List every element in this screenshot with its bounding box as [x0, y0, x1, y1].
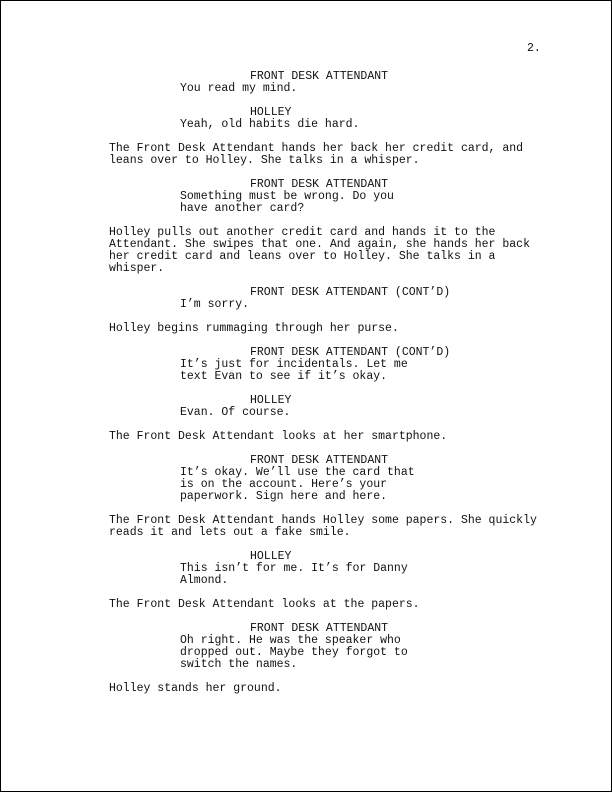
action-block — [109, 599, 569, 611]
dialogue-line: Something must be wrong. Do you — [180, 190, 394, 203]
action-block — [109, 227, 569, 275]
action-block — [109, 515, 569, 539]
action-line: The Front Desk Attendant looks at the papers. — [109, 598, 420, 611]
page-number: 2. — [527, 42, 541, 55]
action-line: Attendant. She swipes that one. And again, she hands her back — [109, 238, 530, 251]
dialogue-line: Oh right. He was the speaker who — [180, 634, 401, 647]
dialogue-line: I’m sorry. — [180, 298, 250, 311]
dialogue-line: It’s just for incidentals. Let me — [180, 358, 408, 371]
dialogue-block — [109, 347, 569, 383]
action-line: Holley begins rummaging through her purse. — [109, 322, 399, 335]
character-name: HOLLEY — [250, 394, 292, 407]
screenplay-body — [109, 71, 569, 707]
dialogue-line: switch the names. — [180, 658, 298, 671]
character-name: FRONT DESK ATTENDANT (CONT’D) — [250, 286, 451, 299]
character-name: FRONT DESK ATTENDANT — [250, 454, 389, 467]
character-name: FRONT DESK ATTENDANT — [250, 622, 389, 635]
character-name: HOLLEY — [250, 550, 292, 563]
dialogue-line: have another card? — [180, 202, 305, 215]
action-block — [109, 143, 569, 167]
action-line: The Front Desk Attendant looks at her smartphone. — [109, 430, 448, 443]
character-name: FRONT DESK ATTENDANT (CONT’D) — [250, 346, 451, 359]
action-block — [109, 683, 569, 695]
action-line: leans over to Holley. She talks in a whisper. — [109, 154, 420, 167]
dialogue-line: Evan. Of course. — [180, 406, 291, 419]
action-line: reads it and lets out a fake smile. — [109, 526, 351, 539]
dialogue-line: You read my mind. — [180, 82, 298, 95]
character-name: HOLLEY — [250, 106, 292, 119]
dialogue-block — [109, 71, 569, 95]
action-line: The Front Desk Attendant hands Holley some papers. She quickly — [109, 514, 537, 527]
dialogue-block — [109, 287, 569, 311]
character-name: FRONT DESK ATTENDANT — [250, 70, 389, 83]
dialogue-line: dropped out. Maybe they forgot to — [180, 646, 408, 659]
dialogue-line: It’s okay. We’ll use the card that — [180, 466, 415, 479]
action-line: The Front Desk Attendant hands her back her credit card, and — [109, 142, 524, 155]
action-block — [109, 431, 569, 443]
dialogue-line: paperwork. Sign here and here. — [180, 490, 388, 503]
dialogue-block — [109, 395, 569, 419]
dialogue-block — [109, 107, 569, 131]
dialogue-block — [109, 551, 569, 587]
action-line: whisper. — [109, 262, 165, 275]
dialogue-block — [109, 179, 569, 215]
action-block — [109, 323, 569, 335]
dialogue-line: is on the account. Here’s your — [180, 478, 388, 491]
dialogue-line: Yeah, old habits die hard. — [180, 118, 360, 131]
dialogue-block — [109, 623, 569, 671]
dialogue-line: This isn’t for me. It’s for Danny — [180, 562, 408, 575]
dialogue-block — [109, 455, 569, 503]
action-line: Holley pulls out another credit card and hands it to the — [109, 226, 496, 239]
dialogue-line: text Evan to see if it’s okay. — [180, 370, 388, 383]
action-line: her credit card and leans over to Holley. She talks in a — [109, 250, 496, 263]
action-line: Holley stands her ground. — [109, 682, 282, 695]
dialogue-line: Almond. — [180, 574, 229, 587]
character-name: FRONT DESK ATTENDANT — [250, 178, 389, 191]
